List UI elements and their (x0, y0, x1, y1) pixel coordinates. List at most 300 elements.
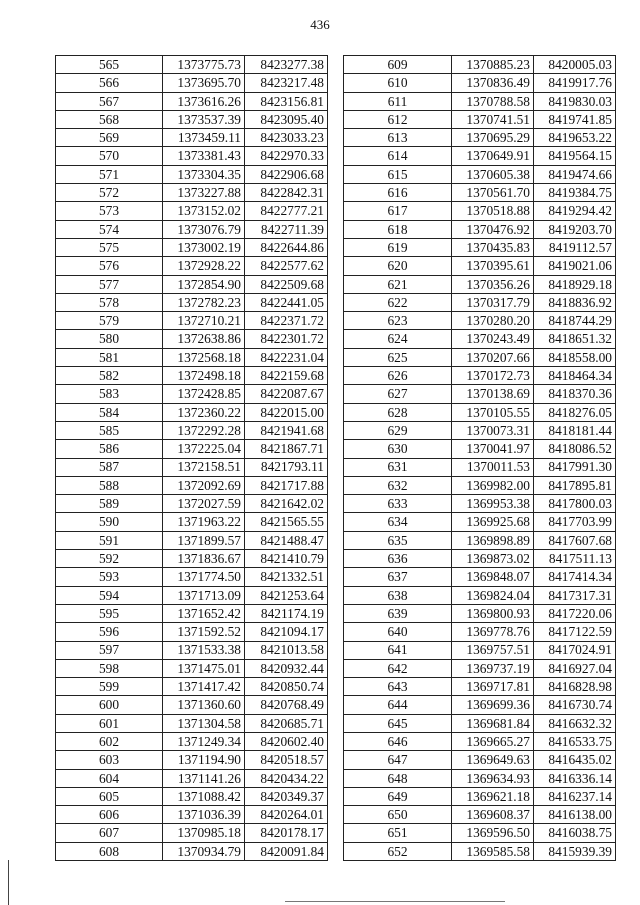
point-number-cell: 598 (56, 659, 163, 677)
x-coordinate-cell: 1370243.49 (452, 330, 534, 348)
x-coordinate-cell: 1370788.58 (452, 92, 534, 110)
x-coordinate-cell: 1373152.02 (163, 202, 245, 220)
point-number-cell: 591 (56, 531, 163, 549)
x-coordinate-cell: 1369737.19 (452, 659, 534, 677)
point-number-cell: 620 (344, 257, 452, 275)
point-number-cell: 643 (344, 678, 452, 696)
y-coordinate-cell: 8420349.37 (245, 787, 328, 805)
x-coordinate-cell: 1370695.29 (452, 129, 534, 147)
point-number-cell: 607 (56, 824, 163, 842)
table-row (56, 110, 328, 128)
table-row (56, 330, 328, 348)
table-row (344, 842, 616, 860)
point-number-cell: 652 (344, 842, 452, 860)
table-row (56, 678, 328, 696)
x-coordinate-cell: 1372092.69 (163, 476, 245, 494)
page-number: 436 (310, 17, 330, 32)
y-coordinate-cell: 8422577.62 (245, 257, 328, 275)
y-coordinate-cell: 8419474.66 (534, 165, 616, 183)
y-coordinate-cell: 8420264.01 (245, 806, 328, 824)
x-coordinate-cell: 1371899.57 (163, 531, 245, 549)
y-coordinate-cell: 8422231.04 (245, 348, 328, 366)
table-row (56, 824, 328, 842)
point-number-cell: 596 (56, 623, 163, 641)
table-row (344, 623, 616, 641)
x-coordinate-cell: 1370836.49 (452, 74, 534, 92)
y-coordinate-cell: 8419021.06 (534, 257, 616, 275)
table-row (56, 421, 328, 439)
y-coordinate-cell: 8417414.34 (534, 568, 616, 586)
x-coordinate-cell: 1369717.81 (452, 678, 534, 696)
x-coordinate-cell: 1369800.93 (452, 604, 534, 622)
x-coordinate-cell: 1370011.53 (452, 458, 534, 476)
table-row (344, 385, 616, 403)
table-row (344, 513, 616, 531)
table-row (344, 421, 616, 439)
point-number-cell: 570 (56, 147, 163, 165)
point-number-cell: 639 (344, 604, 452, 622)
y-coordinate-cell: 8416927.04 (534, 659, 616, 677)
x-coordinate-cell: 1370207.66 (452, 348, 534, 366)
table-row (56, 202, 328, 220)
point-number-cell: 623 (344, 312, 452, 330)
point-number-cell: 628 (344, 403, 452, 421)
y-coordinate-cell: 8423217.48 (245, 74, 328, 92)
point-number-cell: 638 (344, 586, 452, 604)
y-coordinate-cell: 8422970.33 (245, 147, 328, 165)
table-row (344, 293, 616, 311)
point-number-cell: 633 (344, 495, 452, 513)
table-row (344, 769, 616, 787)
point-number-cell: 590 (56, 513, 163, 531)
table-row (344, 751, 616, 769)
y-coordinate-cell: 8419917.76 (534, 74, 616, 92)
y-coordinate-cell: 8420005.03 (534, 56, 616, 74)
x-coordinate-cell: 1372498.18 (163, 367, 245, 385)
point-number-cell: 568 (56, 110, 163, 128)
point-number-cell: 580 (56, 330, 163, 348)
x-coordinate-cell: 1372027.59 (163, 495, 245, 513)
point-number-cell: 651 (344, 824, 452, 842)
y-coordinate-cell: 8421332.51 (245, 568, 328, 586)
point-number-cell: 585 (56, 421, 163, 439)
x-coordinate-cell: 1372782.23 (163, 293, 245, 311)
y-coordinate-cell: 8417024.91 (534, 641, 616, 659)
point-number-cell: 609 (344, 56, 452, 74)
point-number-cell: 616 (344, 184, 452, 202)
point-number-cell: 589 (56, 495, 163, 513)
y-coordinate-cell: 8418181.44 (534, 421, 616, 439)
table-row (344, 440, 616, 458)
y-coordinate-cell: 8418558.00 (534, 348, 616, 366)
table-row (344, 568, 616, 586)
point-number-cell: 624 (344, 330, 452, 348)
point-number-cell: 587 (56, 458, 163, 476)
y-coordinate-cell: 8422842.31 (245, 184, 328, 202)
table-row (56, 367, 328, 385)
y-coordinate-cell: 8420178.17 (245, 824, 328, 842)
y-coordinate-cell: 8418086.52 (534, 440, 616, 458)
y-coordinate-cell: 8422159.68 (245, 367, 328, 385)
y-coordinate-cell: 8417703.99 (534, 513, 616, 531)
y-coordinate-cell: 8419112.57 (534, 238, 616, 256)
x-coordinate-cell: 1370395.61 (452, 257, 534, 275)
point-number-cell: 576 (56, 257, 163, 275)
point-number-cell: 565 (56, 56, 163, 74)
x-coordinate-cell: 1370317.79 (452, 293, 534, 311)
y-coordinate-cell: 8417511.13 (534, 550, 616, 568)
y-coordinate-cell: 8418464.34 (534, 367, 616, 385)
table-row (344, 659, 616, 677)
table-row (56, 403, 328, 421)
x-coordinate-cell: 1370280.20 (452, 312, 534, 330)
y-coordinate-cell: 8422371.72 (245, 312, 328, 330)
x-coordinate-cell: 1369778.76 (452, 623, 534, 641)
y-coordinate-cell: 8416435.02 (534, 751, 616, 769)
point-number-cell: 584 (56, 403, 163, 421)
y-coordinate-cell: 8419653.22 (534, 129, 616, 147)
scan-edge-left (8, 860, 9, 905)
table-row (56, 184, 328, 202)
point-number-cell: 625 (344, 348, 452, 366)
x-coordinate-cell: 1371036.39 (163, 806, 245, 824)
coordinates-table-right (343, 55, 616, 861)
y-coordinate-cell: 8416828.98 (534, 678, 616, 696)
table-row (56, 440, 328, 458)
point-number-cell: 636 (344, 550, 452, 568)
table-row (56, 312, 328, 330)
point-number-cell: 631 (344, 458, 452, 476)
y-coordinate-cell: 8420685.71 (245, 714, 328, 732)
x-coordinate-cell: 1370561.70 (452, 184, 534, 202)
y-coordinate-cell: 8415939.39 (534, 842, 616, 860)
y-coordinate-cell: 8421642.02 (245, 495, 328, 513)
x-coordinate-cell: 1372292.28 (163, 421, 245, 439)
table-row (56, 714, 328, 732)
table-row (344, 202, 616, 220)
point-number-cell: 650 (344, 806, 452, 824)
y-coordinate-cell: 8421013.58 (245, 641, 328, 659)
y-coordinate-cell: 8421565.55 (245, 513, 328, 531)
x-coordinate-cell: 1371533.38 (163, 641, 245, 659)
x-coordinate-cell: 1371141.26 (163, 769, 245, 787)
x-coordinate-cell: 1372158.51 (163, 458, 245, 476)
y-coordinate-cell: 8419203.70 (534, 220, 616, 238)
y-coordinate-cell: 8419294.42 (534, 202, 616, 220)
table-row (56, 769, 328, 787)
y-coordinate-cell: 8418929.18 (534, 275, 616, 293)
x-coordinate-cell: 1371475.01 (163, 659, 245, 677)
x-coordinate-cell: 1373002.19 (163, 238, 245, 256)
x-coordinate-cell: 1370649.91 (452, 147, 534, 165)
y-coordinate-cell: 8422509.68 (245, 275, 328, 293)
table-row (56, 476, 328, 494)
point-number-cell: 599 (56, 678, 163, 696)
y-coordinate-cell: 8421174.19 (245, 604, 328, 622)
y-coordinate-cell: 8418370.36 (534, 385, 616, 403)
point-number-cell: 586 (56, 440, 163, 458)
point-number-cell: 606 (56, 806, 163, 824)
table-row (56, 696, 328, 714)
x-coordinate-cell: 1371194.90 (163, 751, 245, 769)
table-row (56, 604, 328, 622)
y-coordinate-cell: 8417220.06 (534, 604, 616, 622)
table-row (56, 623, 328, 641)
y-coordinate-cell: 8419384.75 (534, 184, 616, 202)
x-coordinate-cell: 1370041.97 (452, 440, 534, 458)
point-number-cell: 574 (56, 220, 163, 238)
point-number-cell: 635 (344, 531, 452, 549)
table-row (344, 586, 616, 604)
point-number-cell: 600 (56, 696, 163, 714)
x-coordinate-cell: 1369848.07 (452, 568, 534, 586)
table-row (56, 641, 328, 659)
y-coordinate-cell: 8423033.23 (245, 129, 328, 147)
y-coordinate-cell: 8416237.14 (534, 787, 616, 805)
table-row (56, 74, 328, 92)
table-row (344, 806, 616, 824)
table-row (56, 348, 328, 366)
table-row (56, 293, 328, 311)
y-coordinate-cell: 8417317.31 (534, 586, 616, 604)
x-coordinate-cell: 1371592.52 (163, 623, 245, 641)
x-coordinate-cell: 1369925.68 (452, 513, 534, 531)
y-coordinate-cell: 8416533.75 (534, 732, 616, 750)
table-row (56, 787, 328, 805)
x-coordinate-cell: 1373775.73 (163, 56, 245, 74)
table-row (56, 550, 328, 568)
table-row (56, 842, 328, 860)
point-number-cell: 646 (344, 732, 452, 750)
point-number-cell: 592 (56, 550, 163, 568)
point-number-cell: 629 (344, 421, 452, 439)
x-coordinate-cell: 1371249.34 (163, 732, 245, 750)
table-row (344, 129, 616, 147)
table-row (56, 586, 328, 604)
y-coordinate-cell: 8419564.15 (534, 147, 616, 165)
y-coordinate-cell: 8421094.17 (245, 623, 328, 641)
y-coordinate-cell: 8422644.86 (245, 238, 328, 256)
point-number-cell: 634 (344, 513, 452, 531)
table-row (344, 714, 616, 732)
x-coordinate-cell: 1370138.69 (452, 385, 534, 403)
y-coordinate-cell: 8418276.05 (534, 403, 616, 421)
y-coordinate-cell: 8421867.71 (245, 440, 328, 458)
point-number-cell: 605 (56, 787, 163, 805)
table-row (56, 458, 328, 476)
x-coordinate-cell: 1370476.92 (452, 220, 534, 238)
table-row (344, 403, 616, 421)
table-row (344, 92, 616, 110)
x-coordinate-cell: 1372360.22 (163, 403, 245, 421)
x-coordinate-cell: 1369649.63 (452, 751, 534, 769)
x-coordinate-cell: 1372428.85 (163, 385, 245, 403)
y-coordinate-cell: 8416038.75 (534, 824, 616, 842)
point-number-cell: 618 (344, 220, 452, 238)
point-number-cell: 637 (344, 568, 452, 586)
x-coordinate-cell: 1370172.73 (452, 367, 534, 385)
x-coordinate-cell: 1372854.90 (163, 275, 245, 293)
y-coordinate-cell: 8421488.47 (245, 531, 328, 549)
table-row (344, 220, 616, 238)
point-number-cell: 613 (344, 129, 452, 147)
x-coordinate-cell: 1372638.86 (163, 330, 245, 348)
table-row (344, 367, 616, 385)
x-coordinate-cell: 1370518.88 (452, 202, 534, 220)
x-coordinate-cell: 1369953.38 (452, 495, 534, 513)
point-number-cell: 594 (56, 586, 163, 604)
table-row (344, 732, 616, 750)
table-row (56, 129, 328, 147)
y-coordinate-cell: 8420434.22 (245, 769, 328, 787)
y-coordinate-cell: 8418836.92 (534, 293, 616, 311)
table-row (344, 495, 616, 513)
y-coordinate-cell: 8418651.32 (534, 330, 616, 348)
x-coordinate-cell: 1370605.38 (452, 165, 534, 183)
y-coordinate-cell: 8420602.40 (245, 732, 328, 750)
x-coordinate-cell: 1370105.55 (452, 403, 534, 421)
coordinates-table-left (55, 55, 328, 861)
table-row (344, 147, 616, 165)
y-coordinate-cell: 8422777.21 (245, 202, 328, 220)
point-number-cell: 614 (344, 147, 452, 165)
point-number-cell: 575 (56, 238, 163, 256)
x-coordinate-cell: 1371963.22 (163, 513, 245, 531)
y-coordinate-cell: 8423095.40 (245, 110, 328, 128)
table-row (344, 824, 616, 842)
table-row (56, 513, 328, 531)
point-number-cell: 611 (344, 92, 452, 110)
x-coordinate-cell: 1370885.23 (452, 56, 534, 74)
point-number-cell: 571 (56, 165, 163, 183)
x-coordinate-cell: 1373616.26 (163, 92, 245, 110)
point-number-cell: 581 (56, 348, 163, 366)
table-row (56, 659, 328, 677)
table-row (344, 238, 616, 256)
table-row (344, 74, 616, 92)
y-coordinate-cell: 8416336.14 (534, 769, 616, 787)
y-coordinate-cell: 8421717.88 (245, 476, 328, 494)
y-coordinate-cell: 8420518.57 (245, 751, 328, 769)
table-row (344, 476, 616, 494)
y-coordinate-cell: 8423156.81 (245, 92, 328, 110)
y-coordinate-cell: 8423277.38 (245, 56, 328, 74)
y-coordinate-cell: 8421410.79 (245, 550, 328, 568)
y-coordinate-cell: 8416138.00 (534, 806, 616, 824)
x-coordinate-cell: 1370073.31 (452, 421, 534, 439)
x-coordinate-cell: 1369634.93 (452, 769, 534, 787)
y-coordinate-cell: 8421253.64 (245, 586, 328, 604)
point-number-cell: 641 (344, 641, 452, 659)
point-number-cell: 615 (344, 165, 452, 183)
y-coordinate-cell: 8416730.74 (534, 696, 616, 714)
table-row (56, 385, 328, 403)
x-coordinate-cell: 1369585.58 (452, 842, 534, 860)
point-number-cell: 604 (56, 769, 163, 787)
table-row (344, 184, 616, 202)
x-coordinate-cell: 1371360.60 (163, 696, 245, 714)
table-row (56, 531, 328, 549)
point-number-cell: 582 (56, 367, 163, 385)
x-coordinate-cell: 1369699.36 (452, 696, 534, 714)
table-row (344, 678, 616, 696)
point-number-cell: 648 (344, 769, 452, 787)
table-row (56, 92, 328, 110)
y-coordinate-cell: 8420932.44 (245, 659, 328, 677)
point-number-cell: 647 (344, 751, 452, 769)
x-coordinate-cell: 1373076.79 (163, 220, 245, 238)
y-coordinate-cell: 8417895.81 (534, 476, 616, 494)
point-number-cell: 567 (56, 92, 163, 110)
point-number-cell: 597 (56, 641, 163, 659)
point-number-cell: 622 (344, 293, 452, 311)
y-coordinate-cell: 8422906.68 (245, 165, 328, 183)
table-row (56, 751, 328, 769)
x-coordinate-cell: 1371304.58 (163, 714, 245, 732)
scan-edge-bottom (285, 901, 505, 902)
x-coordinate-cell: 1369665.27 (452, 732, 534, 750)
x-coordinate-cell: 1369596.50 (452, 824, 534, 842)
x-coordinate-cell: 1371417.42 (163, 678, 245, 696)
table-row (56, 568, 328, 586)
point-number-cell: 649 (344, 787, 452, 805)
y-coordinate-cell: 8422711.39 (245, 220, 328, 238)
x-coordinate-cell: 1369621.18 (452, 787, 534, 805)
point-number-cell: 640 (344, 623, 452, 641)
point-number-cell: 583 (56, 385, 163, 403)
point-number-cell: 645 (344, 714, 452, 732)
x-coordinate-cell: 1372568.18 (163, 348, 245, 366)
table-row (344, 330, 616, 348)
point-number-cell: 573 (56, 202, 163, 220)
point-number-cell: 632 (344, 476, 452, 494)
x-coordinate-cell: 1371774.50 (163, 568, 245, 586)
x-coordinate-cell: 1369824.04 (452, 586, 534, 604)
x-coordinate-cell: 1370435.83 (452, 238, 534, 256)
point-number-cell: 619 (344, 238, 452, 256)
x-coordinate-cell: 1373695.70 (163, 74, 245, 92)
y-coordinate-cell: 8417607.68 (534, 531, 616, 549)
point-number-cell: 642 (344, 659, 452, 677)
point-number-cell: 578 (56, 293, 163, 311)
x-coordinate-cell: 1373304.35 (163, 165, 245, 183)
point-number-cell: 617 (344, 202, 452, 220)
table-row (344, 696, 616, 714)
point-number-cell: 572 (56, 184, 163, 202)
x-coordinate-cell: 1369982.00 (452, 476, 534, 494)
x-coordinate-cell: 1370741.51 (452, 110, 534, 128)
x-coordinate-cell: 1371836.67 (163, 550, 245, 568)
point-number-cell: 601 (56, 714, 163, 732)
point-number-cell: 569 (56, 129, 163, 147)
x-coordinate-cell: 1372225.04 (163, 440, 245, 458)
x-coordinate-cell: 1369898.89 (452, 531, 534, 549)
table-row (56, 56, 328, 74)
point-number-cell: 627 (344, 385, 452, 403)
point-number-cell: 626 (344, 367, 452, 385)
table-row (344, 110, 616, 128)
y-coordinate-cell: 8417991.30 (534, 458, 616, 476)
x-coordinate-cell: 1372710.21 (163, 312, 245, 330)
y-coordinate-cell: 8422015.00 (245, 403, 328, 421)
table-row (344, 348, 616, 366)
y-coordinate-cell: 8420091.84 (245, 842, 328, 860)
table-row (344, 56, 616, 74)
table-row (344, 641, 616, 659)
x-coordinate-cell: 1373459.11 (163, 129, 245, 147)
x-coordinate-cell: 1370356.26 (452, 275, 534, 293)
y-coordinate-cell: 8422441.05 (245, 293, 328, 311)
